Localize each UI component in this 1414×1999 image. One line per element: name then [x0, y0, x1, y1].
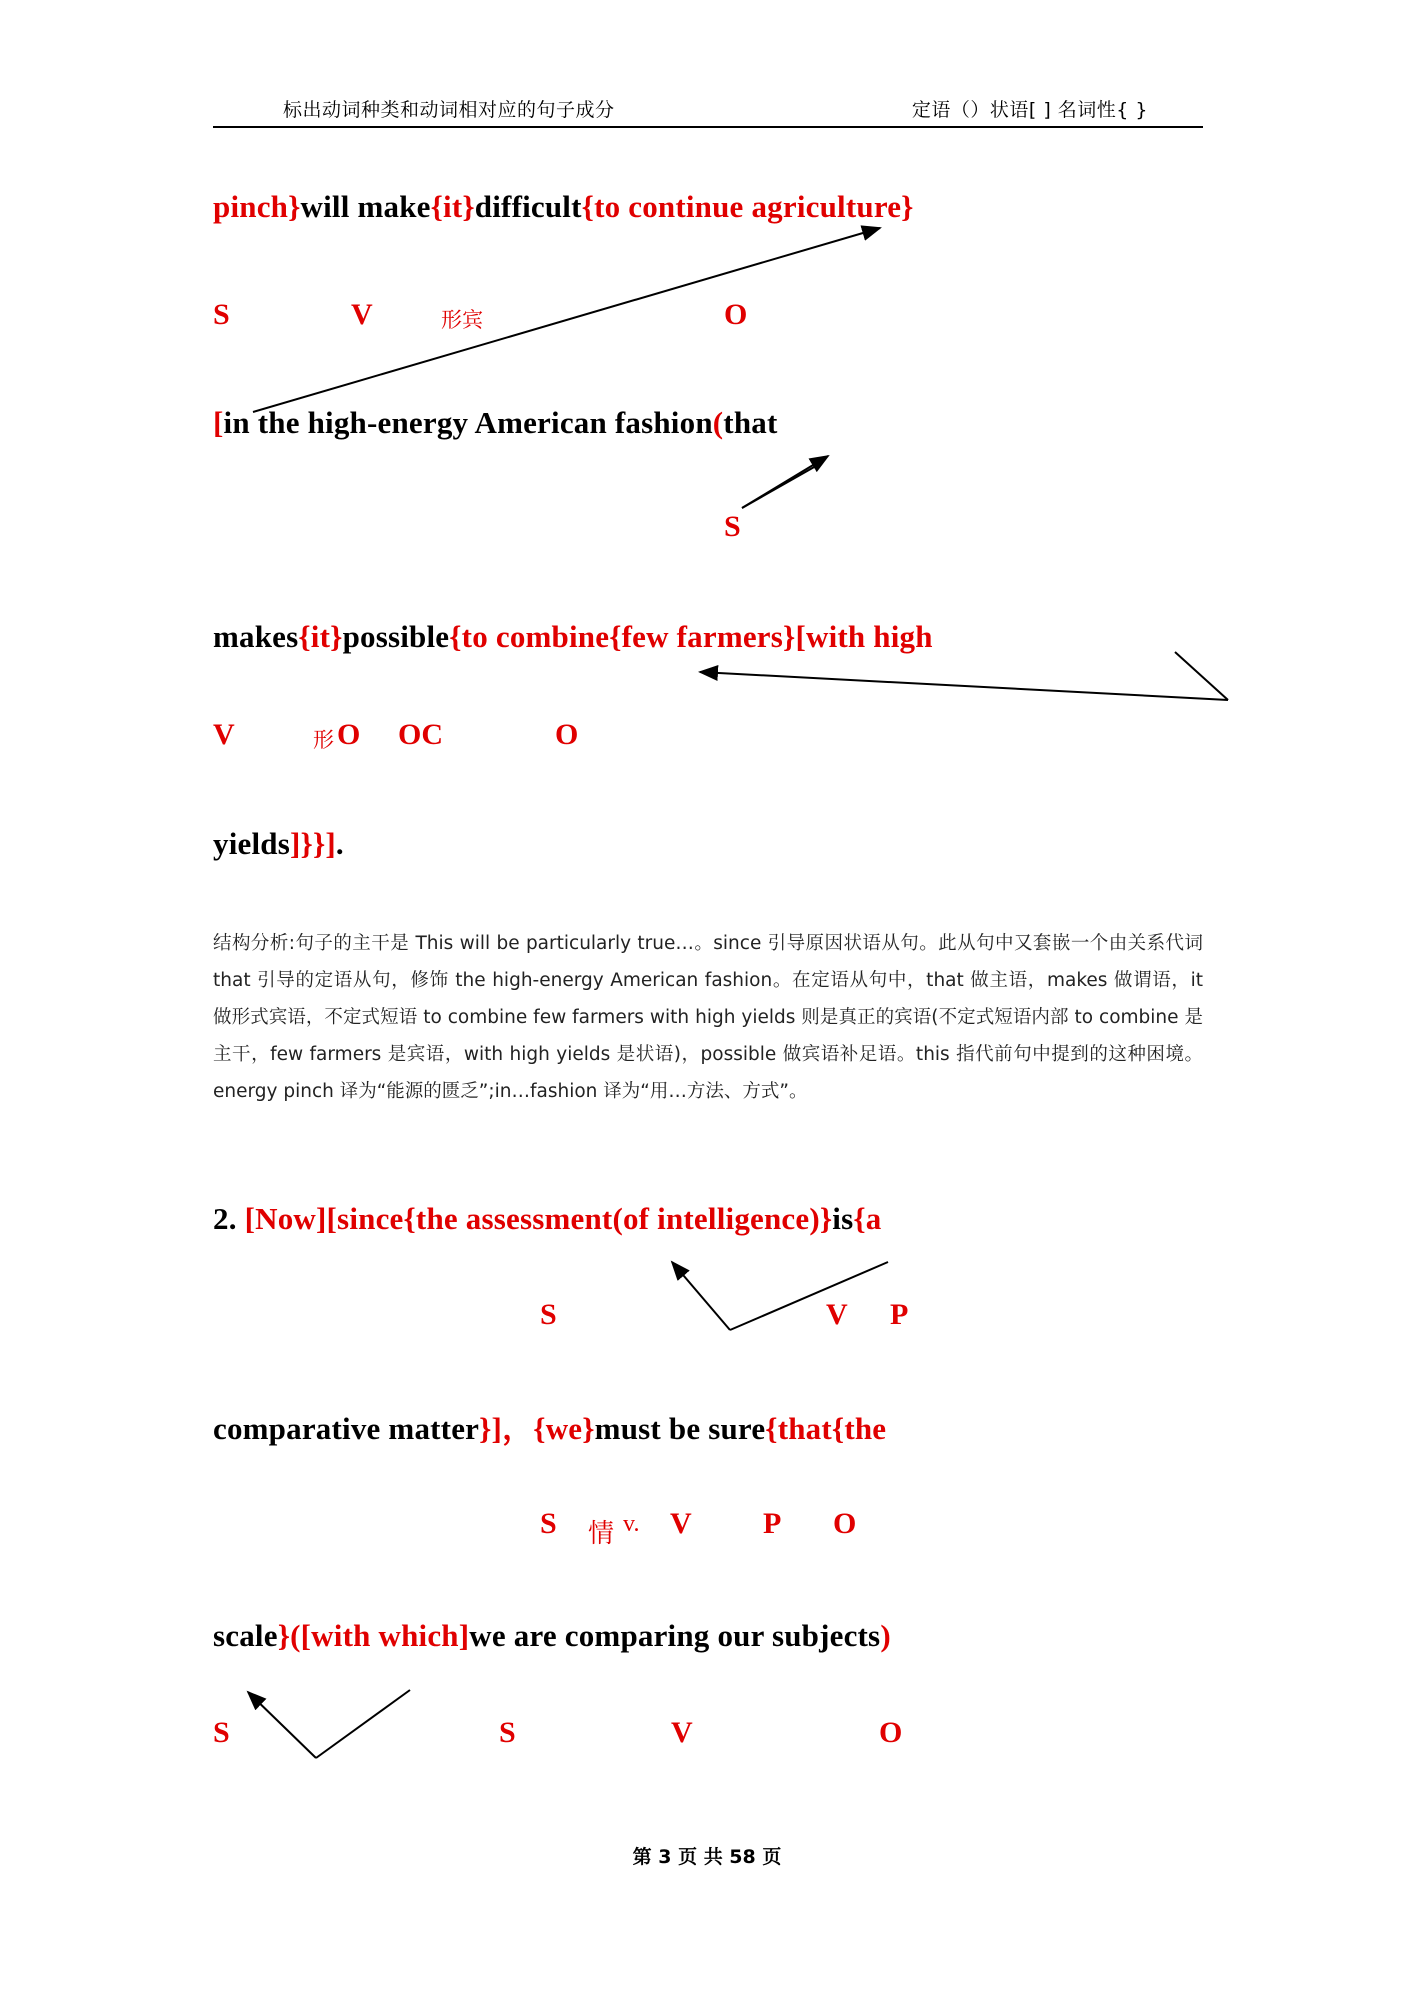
tag-o2-3: O [555, 718, 579, 751]
arrow-3-spacer3 [1098, 660, 1230, 710]
tag-o-1: O [724, 298, 748, 331]
arrow-2-spacer [742, 455, 827, 508]
arrow-3-left [700, 672, 1228, 700]
arrow-4-right [730, 1262, 888, 1330]
structure-analysis-paragraph: 结构分析:句子的主干是 This will be particularly true…。since 引导原因状语从句。此从句中又套嵌一个由关系代词 that 引导的定语从句，修饰 the high-energy American fashion。在定语从句中，that 做主语，makes 做谓语，it 做形式宾语，不定式短语 to combine few farmers with high yields 则是真正的宾语(不定式短语内部 to combine 是主干，few farmers 是宾语，with high yields 是状语)，possible 做宾语补足语。this 指代前句中提到的这种困境。energy pinch 译为“能源的匮乏”;in…fashion 译为“用…方法、方式”。 [213, 933, 1203, 1102]
tag-s-2: S [724, 510, 741, 543]
line1-seg-2: {it} [430, 189, 475, 224]
line3-seg-4: {few farmers} [609, 619, 796, 654]
line6-seg-2: ， [502, 1411, 534, 1446]
line3-seg-1: {it} [298, 619, 343, 654]
tag-xingbin-1: 形宾 [441, 308, 483, 332]
line7-seg-1: }( [277, 1618, 301, 1653]
line5-seg-6: {a [853, 1201, 882, 1236]
sentence-line-5 [213, 1200, 882, 1237]
tag-qing-5: 情 [588, 1519, 615, 1549]
line4-seg-1: ]}}] [290, 826, 336, 861]
sentence-line-4 [213, 825, 344, 862]
tag-s2-6: S [499, 1716, 516, 1749]
tag-s-4: S [540, 1298, 557, 1331]
item-number-2: 2. [213, 1201, 237, 1236]
tag-s-6: S [213, 1716, 230, 1749]
tag-v-5: V [670, 1507, 692, 1540]
line7-seg-2: [with which] [300, 1618, 470, 1653]
line5-seg-2: {the assessment [403, 1201, 613, 1236]
tag-v-3: V [213, 718, 235, 751]
line1-seg-3: difficult [474, 189, 582, 224]
tag-o-5: O [833, 1507, 857, 1540]
tag-o-3: O [337, 718, 361, 751]
tag-s-5: S [540, 1507, 557, 1540]
tag-s-1: S [213, 298, 230, 331]
sentence-line-2 [213, 404, 777, 441]
tag-v-1: V [351, 298, 373, 331]
line5-seg-5: is [832, 1201, 854, 1236]
header-divider [213, 126, 1203, 128]
arrow-2 [742, 456, 828, 508]
page-header [213, 95, 1203, 122]
arrow-3-spacer [700, 670, 1230, 690]
line2-seg-1: in the high-energy American fashion [223, 405, 713, 440]
line6-seg-5: {that [765, 1411, 832, 1446]
header-right-legend: 定语（）状语[ ] 名词性{ } [911, 99, 1148, 121]
tag-v-6: V [671, 1716, 693, 1749]
sentence-line-7 [213, 1617, 891, 1654]
line3-seg-3: {to combine [449, 619, 610, 654]
line6-seg-4: must be sure [594, 1411, 766, 1446]
arrow-4-left [672, 1262, 730, 1330]
line5-seg-1: [Now][since [244, 1201, 404, 1236]
line7-seg-0: scale [213, 1618, 278, 1653]
sentence-line-1 [213, 188, 914, 225]
line1-seg-4: {to continue agriculture} [581, 189, 914, 224]
arrow-2-leg-a [742, 462, 823, 508]
line1-seg-0: pinch} [213, 189, 301, 224]
tag-o-6: O [879, 1716, 903, 1749]
line6-seg-1: }] [479, 1411, 503, 1446]
arrow-2-spacer2 [823, 462, 890, 468]
line3-seg-0: makes [213, 619, 299, 654]
line4-seg-2: . [335, 826, 344, 861]
line2-seg-2: ( [712, 405, 724, 440]
arrow-1 [253, 228, 880, 412]
arrow-5-right [316, 1690, 410, 1758]
arrow-3-right [1175, 652, 1228, 700]
tag-xing-3: 形 [313, 728, 334, 752]
tag-v-abbr-5: v. [623, 1511, 640, 1537]
line2-seg-3: that [723, 405, 778, 440]
tag-oc-3: OC [398, 718, 443, 751]
line4-seg-0: yields [213, 826, 290, 861]
line6-seg-6: {the [831, 1411, 887, 1446]
sentence-line-3 [213, 618, 933, 655]
tag-p-4: P [890, 1298, 909, 1331]
header-left-text: 标出动词种类和动词相对应的句子成分 [283, 99, 615, 121]
tag-p-5: P [763, 1507, 782, 1540]
line2-seg-0: [ [213, 405, 224, 440]
arrow-5-left [248, 1692, 316, 1758]
line6-seg-0: comparative matter [213, 1411, 480, 1446]
line7-seg-3: we are comparing our subjects [469, 1618, 881, 1653]
arrow-3-spacer4 [1105, 673, 1228, 702]
line3-seg-5: [with high [795, 619, 933, 654]
line6-seg-3: {we} [533, 1411, 595, 1446]
line3-seg-2: possible [342, 619, 450, 654]
line1-seg-1: will make [300, 189, 431, 224]
line7-seg-4: ) [880, 1618, 891, 1653]
tag-v-4: V [826, 1298, 848, 1331]
page-footer: 第 3 页 共 58 页 [632, 1846, 782, 1868]
line5-seg-3: (of intelligence) [612, 1201, 820, 1236]
sentence-line-6 [213, 1410, 886, 1447]
line5-seg-4: } [819, 1201, 833, 1236]
